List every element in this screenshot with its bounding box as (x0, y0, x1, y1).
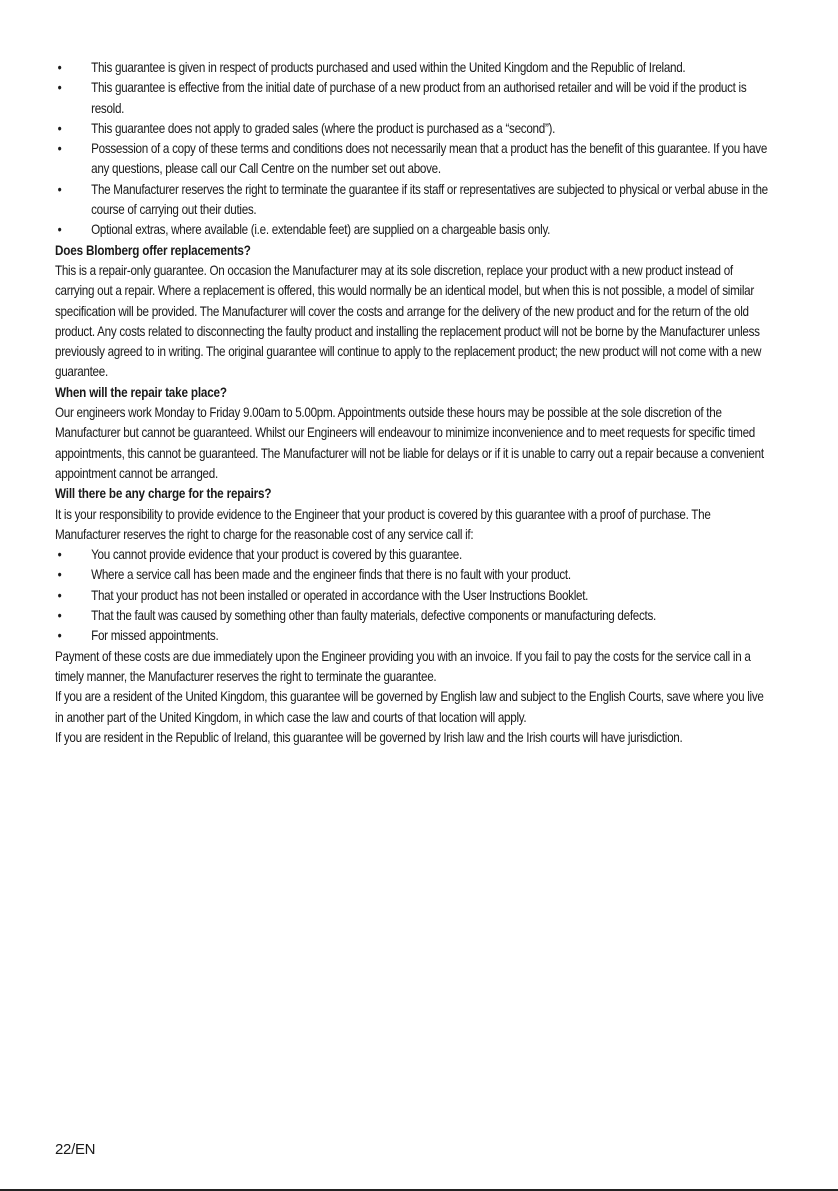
list-item (55, 220, 775, 240)
list-item (55, 58, 775, 78)
payment-paragraph: Payment of these costs are due immediately upon the Engineer providing you with an invoice. If you fail to pay the costs for the service call in a timely manner, the Manufacturer reserves the right to terminate the guarantee. (55, 648, 751, 684)
bullet-glyph: • (57, 587, 62, 603)
list-item (55, 606, 775, 626)
list-item-text: Possession of a copy of these terms and conditions does not necessarily mean that a product has the benefit of this guarantee. If you have any questions, please call our Call Centre on the number set out above. (91, 141, 768, 177)
list-item-text: This guarantee is effective from the initial date of purchase of a new product from an authorised retailer and will be void if the product is resold. (91, 80, 747, 116)
section-heading-replacements: Does Blomberg offer replacements? (55, 242, 251, 258)
repair-time-paragraph: Our engineers work Monday to Friday 9.00am to 5.00pm. Appointments outside these hours may be possible at the sole discretion of the Manufacturer but cannot be guaranteed. Whilst our Engineers will endeavour to minimize inconvenience and to meet requests for specific timed appointments, this cannot be guaranteed. The Manufacturer will not be liable for delays or if it is unable to carry out a repair because a convenient appointment cannot be arranged. (55, 405, 764, 481)
bullet-glyph: • (57, 141, 62, 157)
list-item (55, 545, 775, 565)
list-item (55, 626, 775, 646)
bullet-glyph: • (57, 608, 62, 624)
replacements-paragraph: This is a repair-only guarantee. On occasion the Manufacturer may at its sole discretion, replace your product with a new product instead of carrying out a repair. Where a replacement is offered, this would normally be an identical model, but when this is not possible, a model of similar specification will be provided. The Manufacturer will cover the costs and arrange for the delivery of the new product and for the return of the old product. Any costs related to disconnecting the faulty product and installing the replacement product will not be borne by the Manufacturer unless previously agreed to in writing. The original guarantee will continue to apply to the replacement product; the new product will not come with a new guarantee. (55, 262, 762, 380)
list-item-text: This guarantee does not apply to graded sales (where the product is purchased as a “second”). (91, 120, 556, 136)
list-item-text: For missed appointments. (91, 628, 219, 644)
repair-charges-intro: It is your responsibility to provide evidence to the Engineer that your product is covered by this guarantee with a proof of purchase. The Manufacturer reserves the right to charge for the reasonable cost of any service call if: (55, 506, 711, 542)
list-item-text: That the fault was caused by something other than faulty materials, defective components or manufacturing defects. (91, 608, 656, 624)
list-item-text: The Manufacturer reserves the right to terminate the guarantee if its staff or representatives are subjected to physical or verbal abuse in the course of carrying out their duties. (91, 181, 768, 218)
uk-law-paragraph: If you are a resident of the United Kingdom, this guarantee will be governed by English law and subject to the English Courts, save where you live in another part of the United Kingdom, in which case the law and courts of that location will apply. (55, 689, 764, 725)
list-item-text: This guarantee is given in respect of products purchased and used within the United Kingdom and the Republic of Ireland. (91, 60, 686, 75)
bullet-glyph: • (57, 222, 62, 238)
bullet-glyph: • (57, 181, 62, 197)
list-item (55, 78, 775, 119)
service-charge-conditions-list (55, 545, 775, 646)
document-text (55, 58, 775, 748)
list-item-text: You cannot provide evidence that your product is covered by this guarantee. (91, 547, 462, 563)
section-heading-repair-time: When will the repair take place? (55, 384, 227, 400)
guarantee-terms-list (55, 58, 775, 241)
list-item (55, 139, 775, 180)
bullet-glyph: • (57, 60, 62, 75)
list-item-text: That your product has not been installed or operated in accordance with the User Instructions Booklet. (91, 587, 589, 603)
list-item (55, 565, 775, 585)
list-item-text: Where a service call has been made and the engineer finds that there is no fault with your product. (91, 567, 571, 583)
document-page (55, 58, 775, 748)
bullet-glyph: • (57, 567, 62, 583)
bullet-glyph: • (57, 80, 62, 96)
list-item-text: Optional extras, where available (i.e. extendable feet) are supplied on a chargeable basis only. (91, 222, 551, 238)
bullet-glyph: • (57, 547, 62, 563)
bullet-glyph: • (57, 120, 62, 136)
ireland-law-paragraph: If you are resident in the Republic of Ireland, this guarantee will be governed by Irish law and the Irish courts will have jurisdiction. (55, 729, 683, 745)
list-item (55, 180, 775, 221)
page-number: 22/EN (55, 1141, 96, 1158)
list-item (55, 119, 775, 139)
bullet-glyph: • (57, 628, 62, 644)
list-item (55, 586, 775, 606)
section-heading-repair-charges: Will there be any charge for the repairs? (55, 486, 272, 502)
